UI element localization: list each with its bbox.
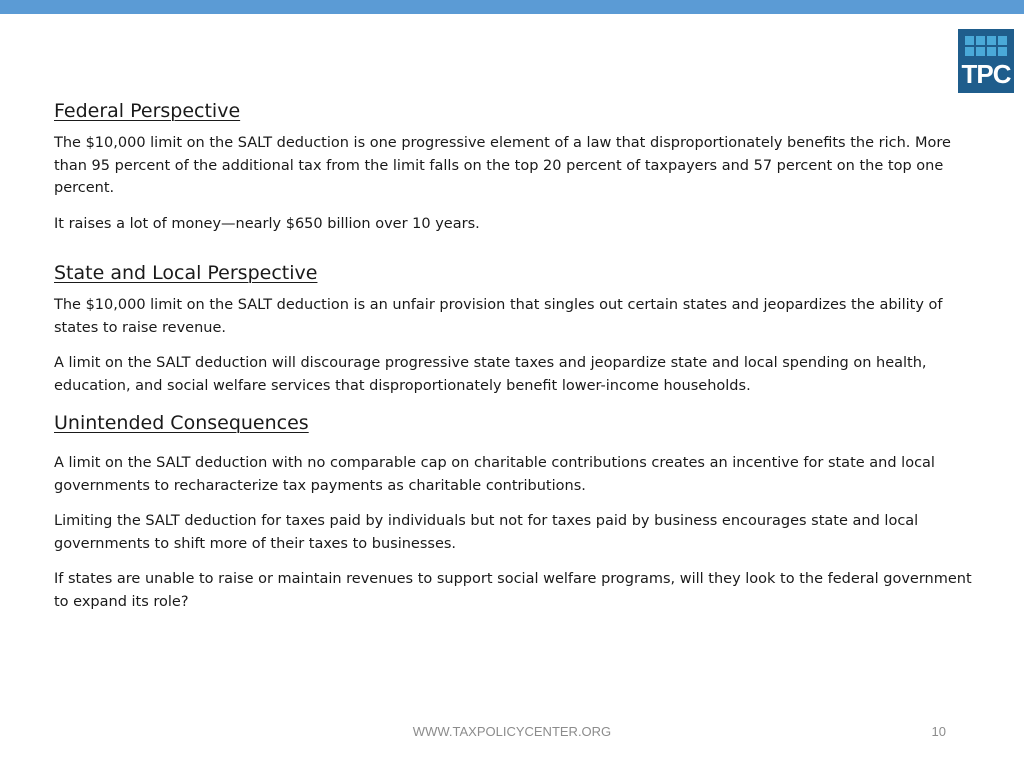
slide-content xyxy=(54,98,984,626)
logo-grid-icon xyxy=(965,36,1007,56)
paragraph: It raises a lot of money—nearly $650 billion over 10 years. xyxy=(54,215,480,232)
paragraph: A limit on the SALT deduction with no comparable cap on charitable contributions creates an incentive for state and local governments to recharacterize tax payments as charitable contributions. xyxy=(54,455,935,494)
page-number: 10 xyxy=(931,724,946,739)
section-federal-perspective xyxy=(54,98,984,235)
footer-url: WWW.TAXPOLICYCENTER.ORG xyxy=(412,724,612,739)
top-accent-bar xyxy=(0,0,1024,14)
paragraph: If states are unable to raise or maintain revenues to support social welfare programs, will they look to the federal government to expand its role? xyxy=(54,571,972,610)
tpc-logo xyxy=(958,29,1014,93)
paragraph: The $10,000 limit on the SALT deduction is one progressive element of a law that disproportionately benefits the rich. More than 95 percent of the additional tax from the limit falls on the top 20 percent of taxpayers and 57 percent on the top one percent. xyxy=(54,135,951,196)
section-state-local-perspective xyxy=(54,260,984,397)
section-unintended-consequences xyxy=(54,410,984,613)
paragraph: A limit on the SALT deduction will discourage progressive state taxes and jeopardize state and local spending on health, education, and social welfare services that disproportionately benefit lower-income households. xyxy=(54,355,927,394)
paragraph: Limiting the SALT deduction for taxes paid by individuals but not for taxes paid by business encourages state and local governments to shift more of their taxes to businesses. xyxy=(54,513,919,552)
section-heading: Federal Perspective xyxy=(54,100,241,122)
logo-text: TPC xyxy=(961,59,1011,89)
section-heading: State and Local Perspective xyxy=(54,262,318,284)
paragraph: The $10,000 limit on the SALT deduction is an unfair provision that singles out certain states and jeopardizes the ability of states to raise revenue. xyxy=(54,297,943,336)
section-heading: Unintended Consequences xyxy=(54,412,309,434)
